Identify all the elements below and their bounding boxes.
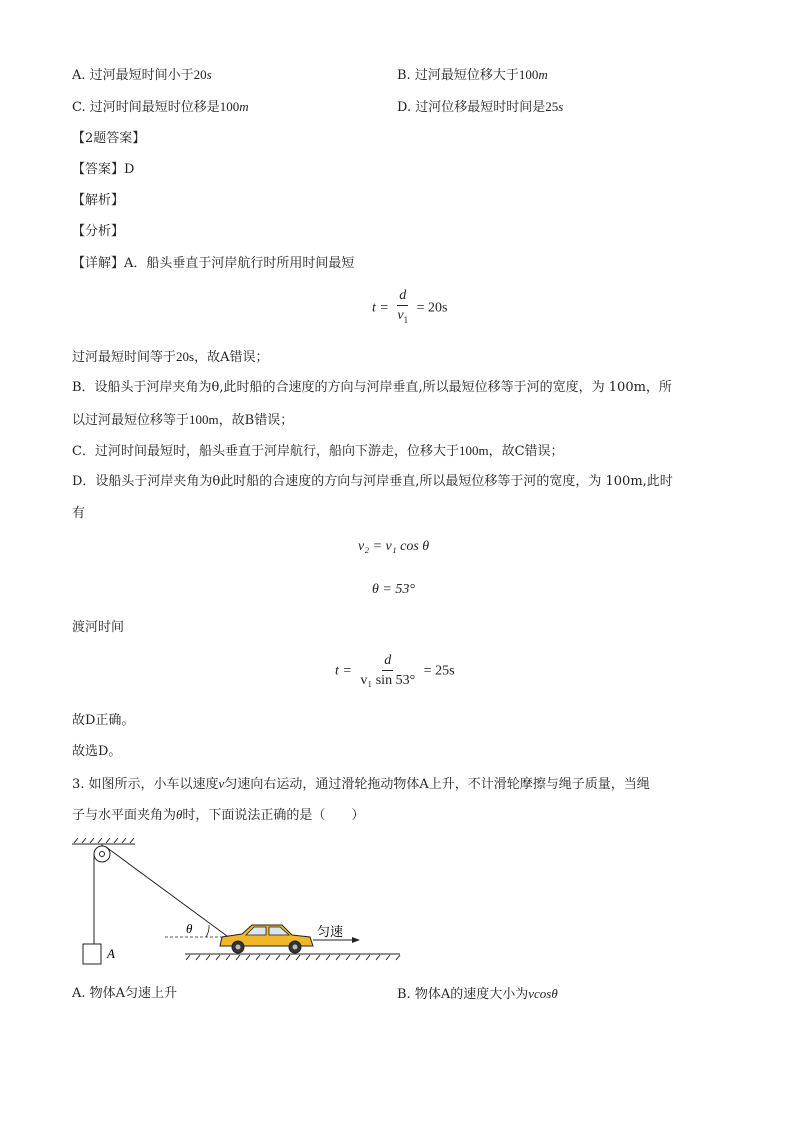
- block-a-label: A: [107, 946, 115, 961]
- line-c: C．过河时间最短时，船头垂直于河岸航行，船向下游走，位移大于100m，故C错误；: [72, 443, 564, 459]
- option-d: D. 过河位移最短时时间是25s: [397, 99, 564, 115]
- answer-text: 【答案】D: [72, 162, 135, 177]
- question3-line2: 子与水平面夹角为θ时，下面说法正确的是（ ）: [72, 807, 365, 823]
- ground: [185, 954, 400, 960]
- equation-time-25: t = $\frac{d}{\text{v₁ sin 53°}}$ = 25s: [335, 653, 455, 688]
- motion-label: 匀速: [317, 925, 344, 940]
- line-d-correct: 故D正确。: [72, 713, 135, 728]
- line-crossing-time: 渡河时间: [72, 620, 125, 635]
- rope-diagonal: [106, 847, 227, 936]
- equation-velocity: v₂ = v₁ cos θ: [358, 539, 430, 554]
- line-d-part1: D．设船头于河岸夹角为θ此时船的合速度的方向与河岸垂直,所以最短位移等于河的宽度，为 100m,此时: [72, 474, 673, 489]
- ceiling: [72, 838, 135, 844]
- line-b-part1: B．设船头于河岸夹角为θ,此时船的合速度的方向与河岸垂直,所以最短位移等于河的宽度，为 100m，所: [72, 380, 672, 395]
- answer-header: 【2题答案】: [72, 131, 146, 146]
- angle-arc: [206, 925, 209, 937]
- theta-label: θ: [186, 921, 193, 936]
- question3-line1: 3. 如图所示，小车以速度v匀速向右运动，通过滑轮拖动物体A上升，不计滑轮摩擦与绳子质量，当绳: [72, 776, 650, 792]
- pulley-car-figure: [70, 836, 405, 972]
- q3-option-a: A. 物体A匀速上升: [72, 986, 178, 1001]
- option-c: C. 过河时间最短时位移是100m: [72, 99, 249, 115]
- fenxi-heading: 【分析】: [72, 224, 125, 239]
- detail-line: 【详解】A．船头垂直于河岸航行时所用时间最短: [72, 256, 355, 271]
- equation-time-min: t = $\frac{d}{v_1}$ = 20s: [372, 288, 448, 325]
- equation-angle: θ = 53°: [372, 582, 415, 597]
- line-b-part2: 以过河最短位移等于100m，故B错误；: [72, 412, 294, 428]
- line-choose-d: 故选D。: [72, 744, 122, 759]
- block-a: [83, 944, 101, 964]
- line-conclusion-a: 过河最短时间等于20s，故A错误；: [72, 349, 269, 365]
- pulley-icon: [94, 844, 110, 862]
- option-b: B. 过河最短位移大于100m: [397, 67, 548, 83]
- line-d-part2: 有: [72, 506, 86, 521]
- analysis-heading: 【解析】: [72, 193, 125, 208]
- car-icon: [220, 925, 313, 953]
- q3-option-b: B. 物体A的速度大小为vcosθ: [397, 986, 558, 1002]
- option-a: A. 过河最短时间小于20s: [72, 67, 212, 83]
